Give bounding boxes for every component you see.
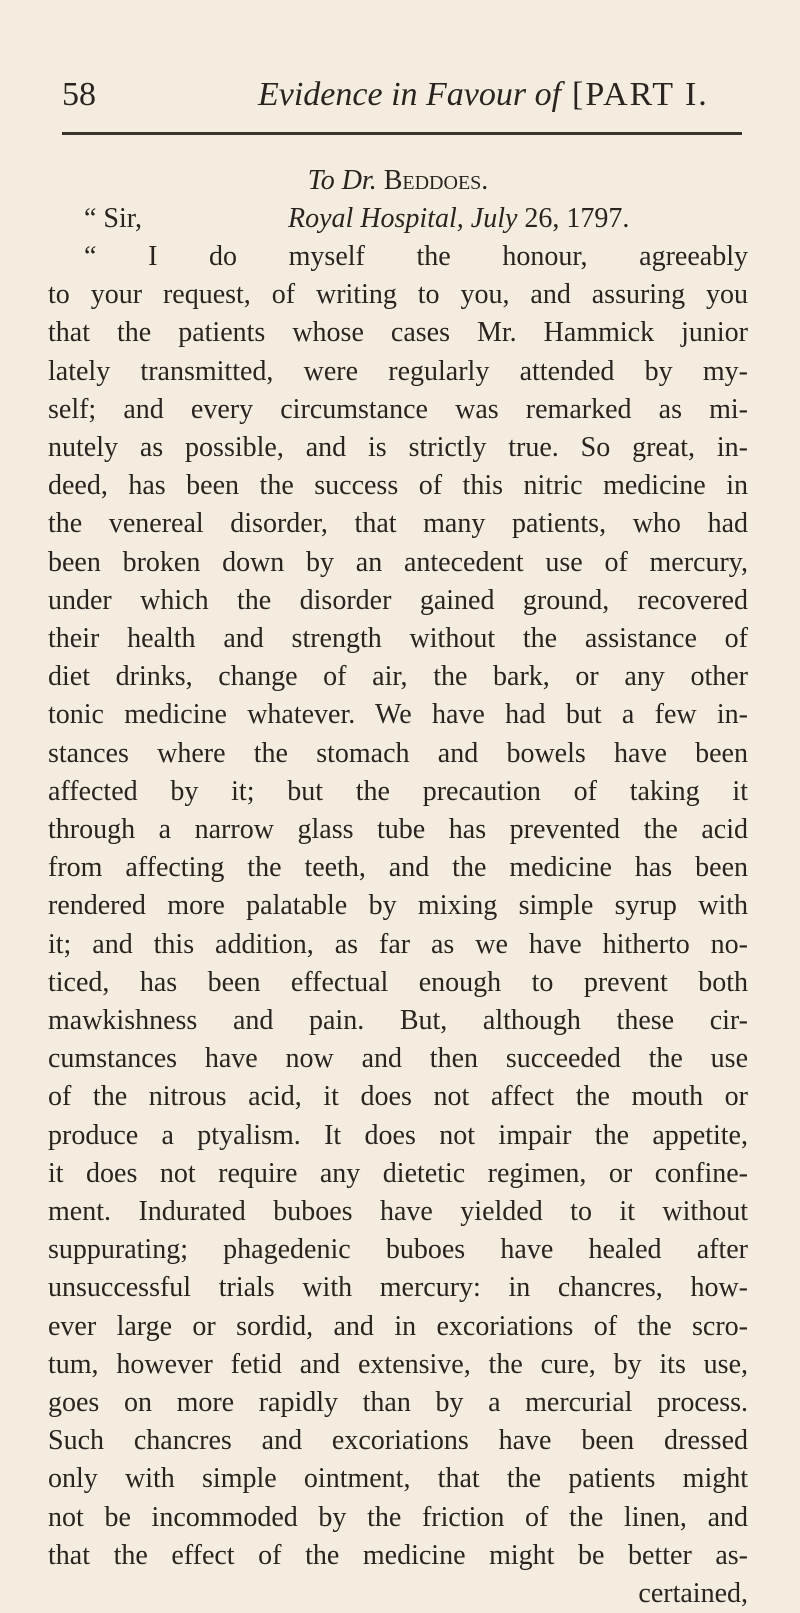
page-number: 58 <box>62 76 96 113</box>
text-line: ever large or sordid, and in excoriations of the scro- <box>48 1310 748 1342</box>
text-line: suppurating; phagedenic buboes have healed after <box>48 1234 748 1266</box>
addressee-name: Beddoes. <box>383 165 489 196</box>
text-line: only with simple ointment, that the patients might <box>48 1463 748 1495</box>
dateline-day-year: 26, 1797. <box>524 203 630 234</box>
salutation: “ Sir, <box>84 203 142 234</box>
text-line: it; and this addition, as far as we have hitherto no- <box>48 928 748 960</box>
text-line: affected by it; but the precaution of taking it <box>48 775 748 807</box>
dateline-place: Royal Hospital, July <box>288 203 518 234</box>
text-line: it does not require any dietetic regimen, or confine- <box>48 1157 748 1189</box>
text-line: deed, has been the success of this nitric medicine in <box>48 470 748 502</box>
text-line: tonic medicine whatever. We have had but a few in- <box>48 699 748 731</box>
text-line: not be incommoded by the friction of the linen, and <box>48 1501 748 1533</box>
text-line: tum, however fetid and extensive, the cure, by its use, <box>48 1348 748 1380</box>
text-line: from affecting the teeth, and the medicine has been <box>48 852 748 884</box>
text-line: self; and every circumstance was remarked as mi- <box>48 393 748 425</box>
text-line: mawkishness and pain. But, although these cir- <box>48 1005 748 1036</box>
page-header <box>62 76 742 126</box>
text-line: “ I do myself the honour, agreeably <box>84 241 748 272</box>
text-line: Such chancres and excoriations have been dressed <box>48 1425 748 1457</box>
text-line: been broken down by an antecedent use of mercury, <box>48 546 748 578</box>
text-line: rendered more palatable by mixing simple syrup with <box>48 890 748 922</box>
text-line: of the nitrous acid, it does not affect the mouth or <box>48 1081 748 1113</box>
text-line: stances where the stomach and bowels have been <box>48 737 748 769</box>
text-line: that the effect of the medicine might be better as- <box>48 1539 748 1571</box>
addressee-prefix: To Dr. <box>307 165 377 196</box>
text-line: ticed, has been effectual enough to prevent both <box>48 966 748 998</box>
text-line: ment. Indurated buboes have yielded to it without <box>48 1196 748 1227</box>
text-line: cumstances have now and then succeeded the use <box>48 1043 748 1075</box>
text-line: that the patients whose cases Mr. Hammick junior <box>48 317 748 349</box>
text-line: unsuccessful trials with mercury: in chancres, how- <box>48 1272 748 1304</box>
letter-addressee <box>48 162 748 200</box>
text-line: through a narrow glass tube has prevented the acid <box>48 814 748 845</box>
text-line: to your request, of writing to you, and assuring you <box>48 279 748 311</box>
header-rule <box>62 132 742 135</box>
text-line: their health and strength without the assistance of <box>48 623 748 654</box>
text-line: under which the disorder gained ground, recovered <box>48 584 748 616</box>
text-line: lately transmitted, were regularly attended by my- <box>48 355 748 387</box>
text-line: goes on more rapidly than by a mercurial process. <box>48 1387 748 1418</box>
text-line: produce a ptyalism. It does not impair the appetite, <box>48 1119 748 1151</box>
running-title: Evidence in Favour of <box>258 76 562 113</box>
text-line: diet drinks, change of air, the bark, or any other <box>48 661 748 693</box>
text-line: nutely as possible, and is strictly true. So great, in- <box>48 432 748 463</box>
text-line: the venereal disorder, that many patients, who had <box>48 508 748 540</box>
text-line: certained, <box>638 1578 748 1609</box>
part-marker: [PART I. <box>572 76 709 113</box>
